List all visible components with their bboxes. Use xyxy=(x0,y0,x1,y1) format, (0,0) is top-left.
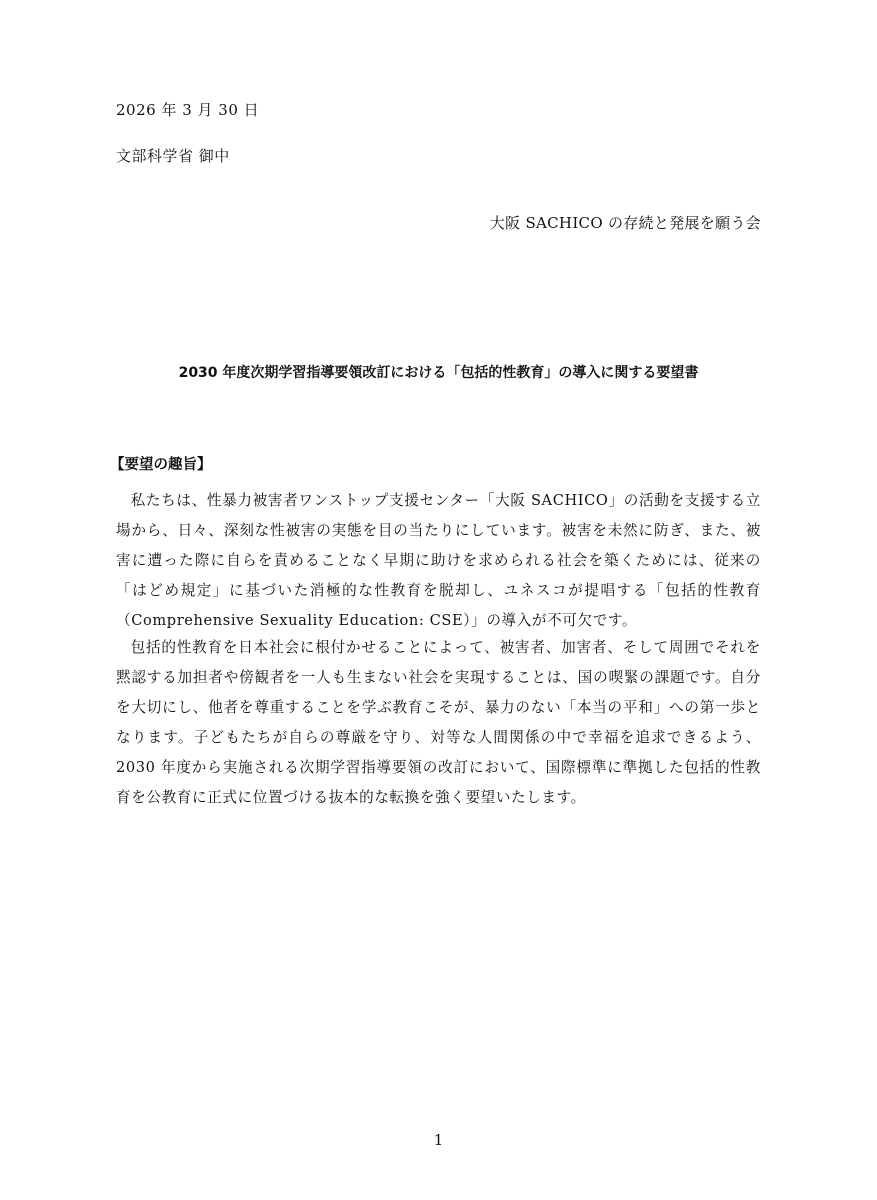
document-title: 2030 年度次期学習指導要領改訂における「包括的性教育」の導入に関する要望書 xyxy=(178,365,699,381)
recipient: 文部科学省 御中 xyxy=(116,147,230,165)
section-heading: 【要望の趣旨】 xyxy=(110,457,212,473)
letter-date: 2026 年 3 月 30 日 xyxy=(116,101,260,119)
paragraph-2: 包括的性教育を日本社会に根付かせることによって、被害者、加害者、そして周囲でそれを黙認する加担者や傍観者を一人も生まない社会を実現することは、国の喫緊の課題です。自分を大切にし、他者を尊重することを学ぶ教育こそが、暴力のない「本当の平和」への第一歩となります。子どもたちが自らの尊厳を守り、対等な人間関係の中で幸福を追求できるよう、2030 年度から実施される次期学習指導要領の改訂において、国際標準に準拠した包括的性教育を公教育に正式に位置づける抜本的な転換を強く要望いたします。 xyxy=(116,639,761,806)
page-number: 1 xyxy=(433,1131,444,1149)
sender-organization: 大阪 SACHICO の存続と発展を願う会 xyxy=(489,214,761,232)
paragraph-1: 私たちは、性暴力被害者ワンストップ支援センター「大阪 SACHICO」の活動を支援する立場から、日々、深刻な性被害の実態を目の当たりにしています。被害を未然に防ぎ、また、被害に遭った際に自らを責めることなく早期に助けを求められる社会を築くためには、従来の「はどめ規定」に基づいた消極的な性教育を脱却し、ユネスコが提唱する「包括的性教育（Comprehensive Sexuality Education: CSE）」の導入が不可欠です。 xyxy=(116,492,761,629)
